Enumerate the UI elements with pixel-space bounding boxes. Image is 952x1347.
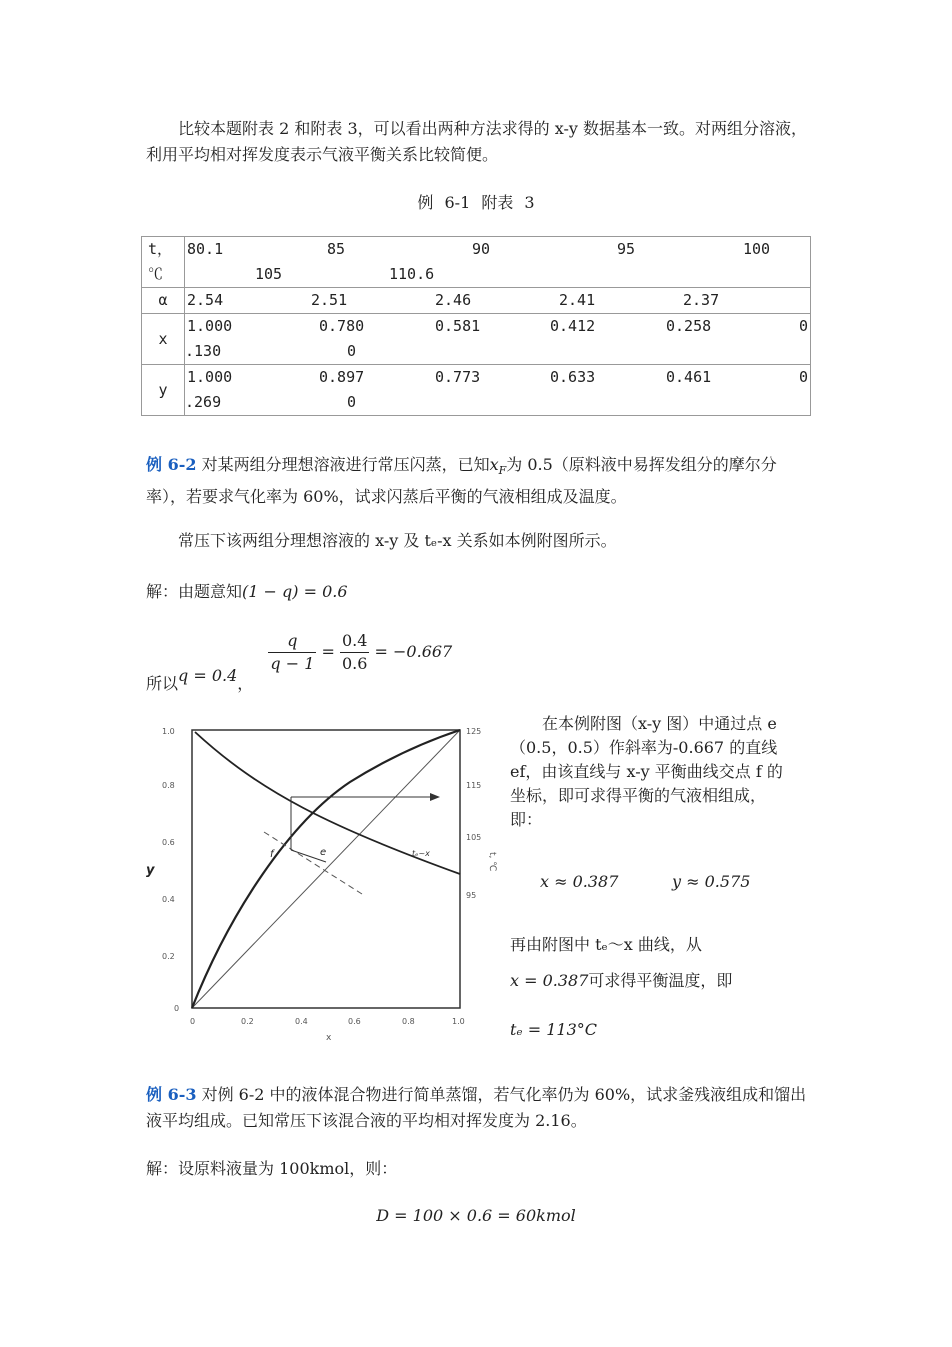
example-label: 例 6-2 xyxy=(146,455,197,474)
table-cell: 2.51 xyxy=(311,291,348,309)
table-cell: 0.461 xyxy=(666,368,712,386)
y-axis-label: y xyxy=(146,863,155,878)
table-row-t xyxy=(142,237,811,288)
fraction-values: $\frac{0.4}{0.6}$ xyxy=(341,631,368,673)
tick-label: 0.2 xyxy=(162,952,175,961)
table-cell: 110.6 xyxy=(389,265,435,283)
xf-symbol: $x_F$ xyxy=(489,455,507,478)
x-axis-label: x xyxy=(326,1033,332,1042)
statement-text: 对某两组分理想溶液进行常压闪蒸，已知 xyxy=(196,455,490,474)
xy-diagram xyxy=(140,712,500,1042)
table-cell: 85 xyxy=(327,240,346,258)
row-cells-t xyxy=(185,237,811,288)
row-header-y: y xyxy=(142,365,185,416)
table-cell: 1.000 xyxy=(187,317,233,335)
tick-label: 0.4 xyxy=(162,895,175,904)
table-cell: 100 xyxy=(743,240,771,258)
table-cell: 0.897 xyxy=(319,368,365,386)
solution-line-2 xyxy=(146,630,811,693)
tick-label: 0.6 xyxy=(348,1017,361,1026)
distillate-equation: D = 100 × 0.6 = 60kmol xyxy=(376,1206,576,1225)
dashed-line-ef xyxy=(264,832,362,894)
solution-prefix: 解：由题意知 xyxy=(146,582,243,601)
row-cells-alpha xyxy=(185,288,811,314)
temperature-line xyxy=(510,968,732,991)
tick-label: 125 xyxy=(466,727,482,736)
x-result: x ≈ 0.387 xyxy=(540,872,619,891)
solution-line-1 xyxy=(146,579,811,605)
equation: (1 − q) = 0.6 xyxy=(242,582,348,601)
tick-label: 115 xyxy=(466,781,482,790)
table-cell: 0 xyxy=(799,368,809,386)
table-cell: 0.581 xyxy=(435,317,481,335)
tick-label: 0 xyxy=(174,1004,180,1013)
table-cell: 0 xyxy=(799,317,809,335)
right-axis-ticks xyxy=(466,727,481,900)
data-table xyxy=(141,236,811,416)
table-cell: 80.1 xyxy=(187,240,224,258)
row-cells-x xyxy=(185,314,811,365)
table-cell: .269 xyxy=(185,393,222,411)
table-row-y xyxy=(142,365,811,416)
solution-prefix: 所以 xyxy=(146,674,179,693)
tick-label: 0.4 xyxy=(295,1017,308,1026)
equals-sign: = xyxy=(321,642,335,661)
tick-label: 95 xyxy=(466,891,477,900)
table-row-alpha xyxy=(142,288,811,314)
bottom-axis-ticks xyxy=(190,1017,465,1026)
figure-explanation: 在本例附图（x-y 图）中通过点 e（0.5，0.5）作斜率为-0.667 的直线 ef，由该直线与 x-y 平衡曲线交点 f 的坐标，即可求得平衡的气液相组成，即： xyxy=(510,714,783,829)
example-label: 例 6-3 xyxy=(146,1085,197,1104)
arrow-head xyxy=(430,793,440,801)
example-6-3-solution: 解：设原料液量为 100kmol，则： xyxy=(146,1159,398,1178)
tick-label: 0.8 xyxy=(162,781,175,790)
y-result: y ≈ 0.575 xyxy=(672,872,751,891)
table-cell: 2.54 xyxy=(187,291,224,309)
right-axis-label: t, ℃ xyxy=(487,852,497,872)
row-header-alpha: α xyxy=(142,288,185,314)
row-header-t: t，℃ xyxy=(142,237,185,288)
table-cell: 0.780 xyxy=(319,317,365,335)
table-cell: 0.633 xyxy=(550,368,596,386)
row-cells-y xyxy=(185,365,811,416)
table-cell: 0.412 xyxy=(550,317,596,335)
tick-label: 105 xyxy=(466,833,482,842)
temperature-text: 可求得平衡温度，即 xyxy=(588,971,733,990)
te-curve-text: 再由附图中 tₑ～x 曲线，从 xyxy=(510,935,702,954)
tick-label: 0.8 xyxy=(402,1017,415,1026)
point-label-e: e xyxy=(320,847,327,858)
table-cell: 2.41 xyxy=(559,291,596,309)
te-result: tₑ = 113°C xyxy=(510,1020,597,1039)
table-caption: 例 6-1 附表 3 xyxy=(417,193,535,212)
left-axis-ticks xyxy=(162,727,179,1013)
table-cell: 105 xyxy=(255,265,283,283)
fraction-q: $\frac{q}{q - 1}$ xyxy=(270,631,315,673)
tick-label: 1.0 xyxy=(162,727,175,736)
table-cell: 2.46 xyxy=(435,291,472,309)
tick-label: 0 xyxy=(190,1017,196,1026)
x-equation: x = 0.387 xyxy=(510,971,589,990)
tick-label: 0.2 xyxy=(241,1017,254,1026)
diagonal-line xyxy=(192,730,460,1008)
table-cell: .130 xyxy=(185,342,222,360)
table-cell: 0 xyxy=(347,342,357,360)
comma: ， xyxy=(237,674,254,693)
example-6-2-statement xyxy=(146,452,811,510)
row-header-x: x xyxy=(142,314,185,365)
table-cell: 90 xyxy=(472,240,491,258)
equation: q = 0.4 xyxy=(178,666,238,685)
table-cell: 1.000 xyxy=(187,368,233,386)
example-6-3-statement xyxy=(146,1082,811,1134)
table-row-x xyxy=(142,314,811,365)
table-cell: 95 xyxy=(617,240,636,258)
relation-paragraph: 常压下该两组分理想溶液的 x-y 及 tₑ-x 关系如本例附图所示。 xyxy=(178,531,617,550)
tick-label: 0.6 xyxy=(162,838,175,847)
intro-paragraph: 比较本题附表 2 和附表 3，可以看出两种方法求得的 x-y 数据基本一致。对两组分溶液，利用平均相对挥发度表示气液平衡关系比较简便。 xyxy=(146,119,807,164)
fraction-result: = −0.667 xyxy=(374,642,453,661)
point-label-f: f xyxy=(270,849,274,860)
statement-text: 为 0.5（原料液中易挥发组分的摩尔分率），若要求气化率为 60%，试求闪蒸后平衡的气液相组成及温度。 xyxy=(146,455,777,507)
curve-label: tₑ~x xyxy=(412,849,430,858)
tick-label: 1.0 xyxy=(452,1017,465,1026)
table-cell: 2.37 xyxy=(683,291,720,309)
statement-text: 对例 6-2 中的液体混合物进行简单蒸馏，若气化率仍为 60%，试求釜残液组成和馏出液平均组成。已知常压下该混合液的平均相对挥发度为 2.16。 xyxy=(146,1085,807,1130)
table-cell: 0 xyxy=(347,393,357,411)
table-cell: 0.773 xyxy=(435,368,481,386)
table-cell: 0.258 xyxy=(666,317,712,335)
